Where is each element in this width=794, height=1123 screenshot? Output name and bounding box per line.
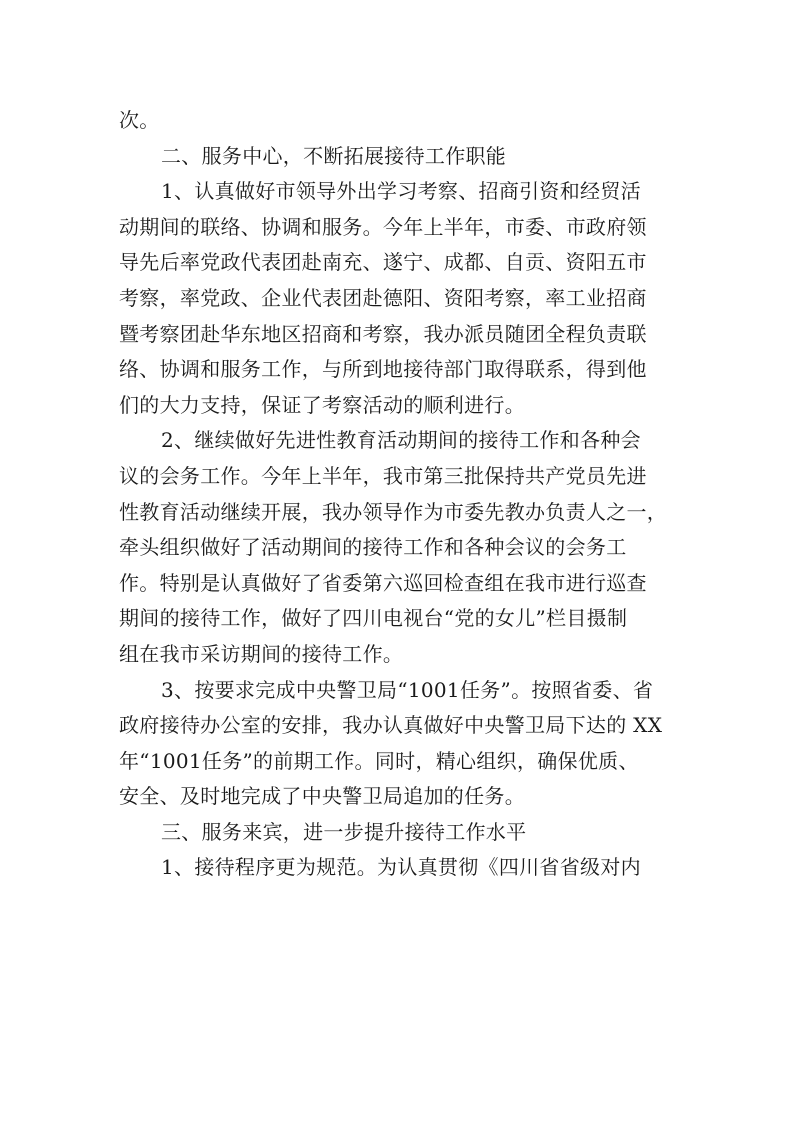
text-line: 络、协调和服务工作，与所到地接待部门取得联系，得到他 (119, 357, 647, 382)
text-line: 年“1001任务”的前期工作。同时，精心组织，确保优质、 (119, 748, 639, 773)
document-body (119, 103, 679, 886)
text-line: 2、继续做好先进性教育活动期间的接待工作和各种会 (161, 428, 641, 453)
text-line: 们的大力支持，保证了考察活动的顺利进行。 (119, 392, 525, 417)
text-line: 政府接待办公室的安排，我办认真做好中央警卫局下达的 XX (119, 713, 663, 738)
text-line: 1、认真做好市领导外出学习考察、招商引资和经贸活 (161, 179, 641, 204)
text-line: 安全、及时地完成了中央警卫局追加的任务。 (119, 784, 525, 809)
text-line: 1、接待程序更为规范。为认真贯彻《四川省省级对内 (161, 855, 641, 880)
text-line: 性教育活动继续开展，我办领导作为市委先教办负责人之一， (119, 499, 668, 524)
text-line: 次。 (119, 108, 160, 132)
text-line: 组在我市采访期间的接待工作。 (119, 641, 404, 666)
text-line: 导先后率党政代表团赴南充、遂宁、成都、自贡、资阳五市 (119, 250, 647, 275)
text-line: 暨考察团赴华东地区招商和考察，我办派员随团全程负责联 (119, 321, 647, 346)
text-line: 3、按要求完成中央警卫局“1001任务”。按照省委、省 (161, 677, 654, 702)
text-line: 作。特别是认真做好了省委第六巡回检查组在我市进行巡查 (119, 570, 647, 595)
section-heading: 二、服务中心，不断拓展接待工作职能 (161, 143, 507, 168)
text-line: 考察，率党政、企业代表团赴德阳、资阳考察，率工业招商 (119, 285, 647, 310)
text-line: 议的会务工作。今年上半年，我市第三批保持共产党员先进 (119, 463, 647, 488)
text-line: 动期间的联络、协调和服务。今年上半年，市委、市政府领 (119, 214, 647, 239)
text-line: 牵头组织做好了活动期间的接待工作和各种会议的会务工 (119, 535, 627, 560)
section-heading: 三、服务来宾，进一步提升接待工作水平 (161, 819, 527, 844)
text-line: 期间的接待工作，做好了四川电视台“党的女儿”栏目摄制 (119, 606, 628, 631)
